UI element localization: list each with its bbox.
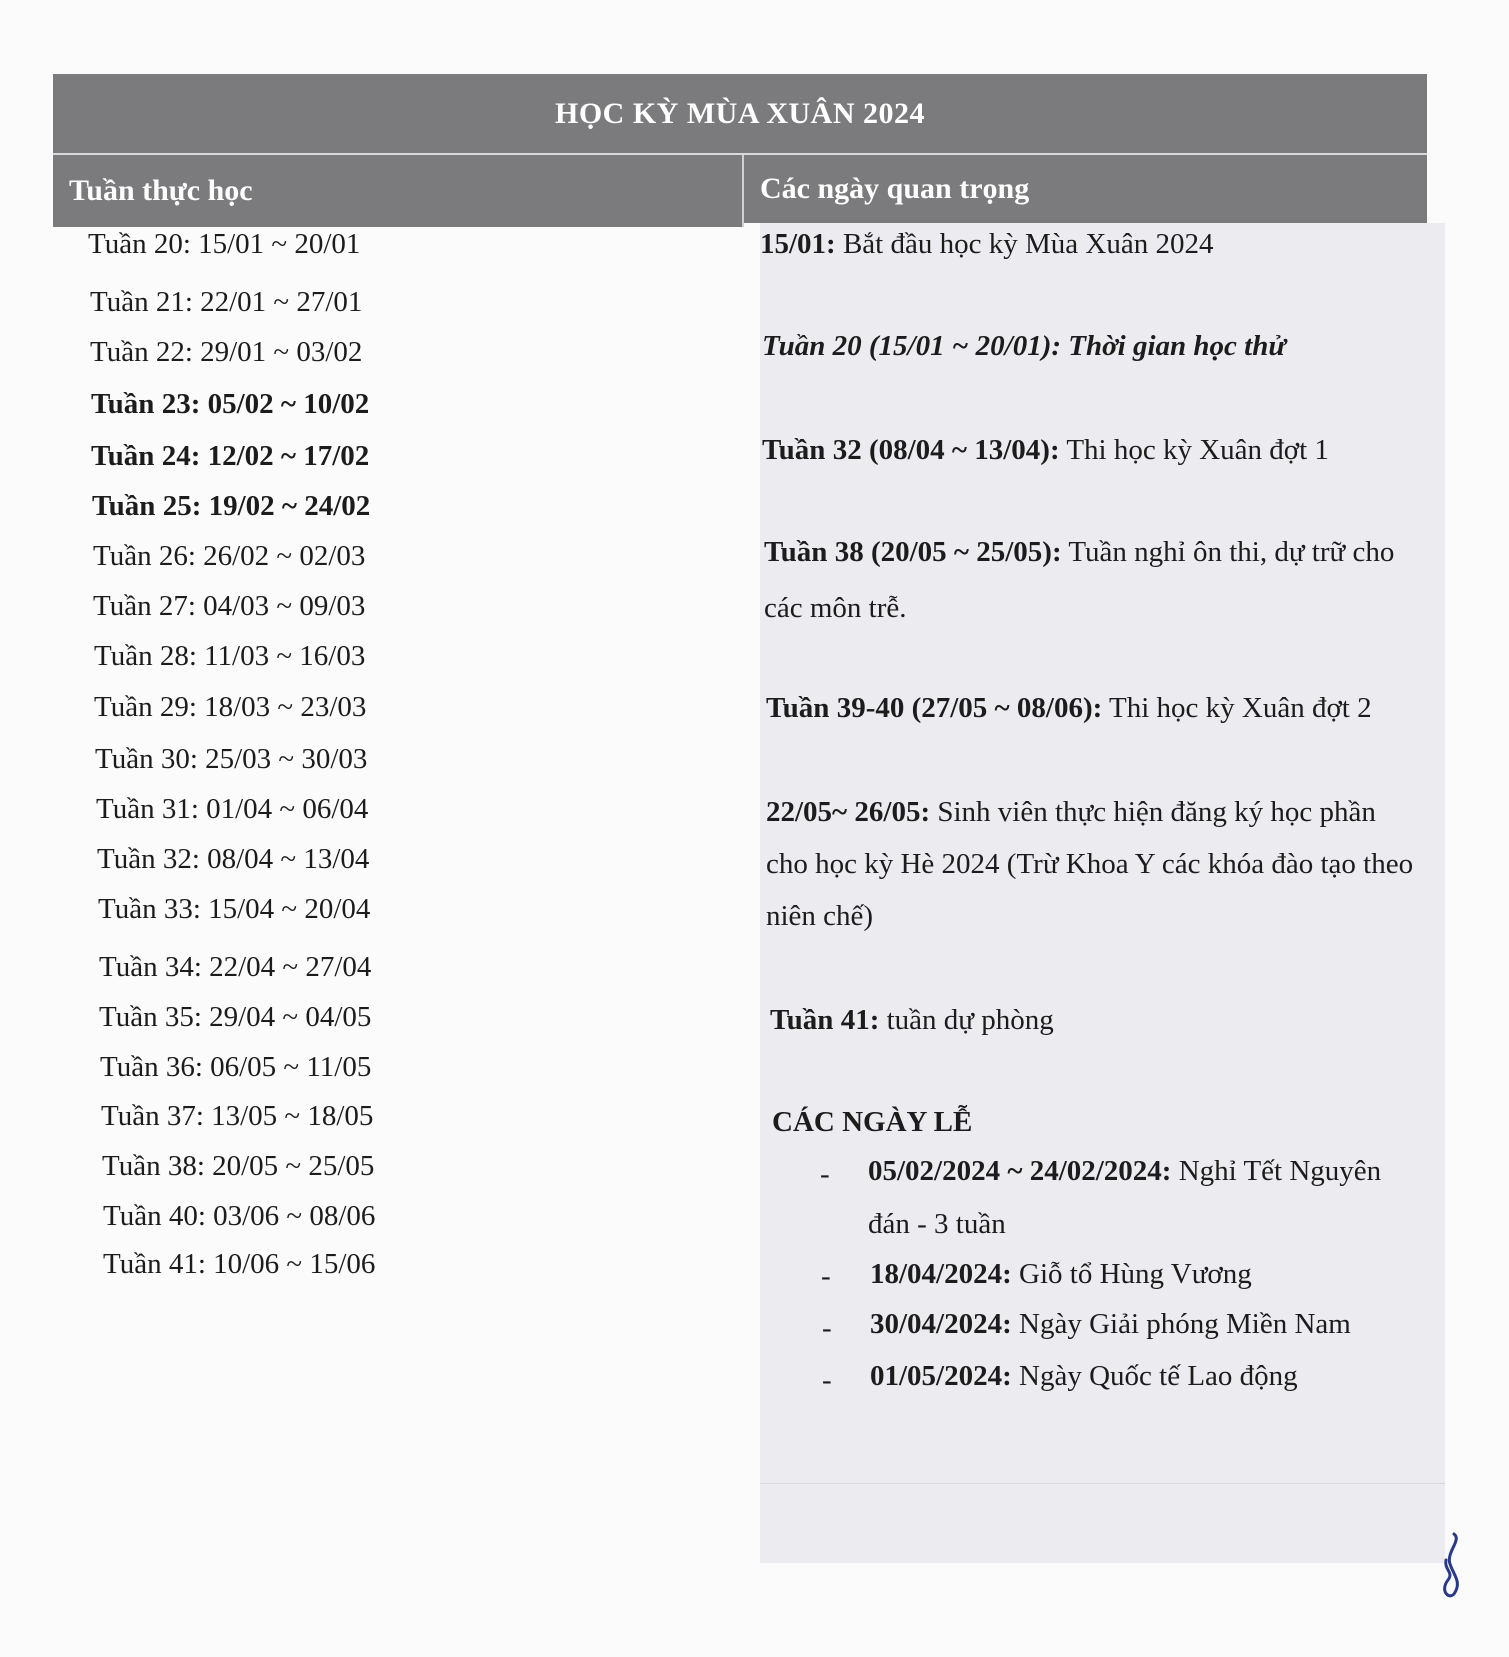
week-item: Tuần 34: 22/04 ~ 27/04 — [99, 951, 372, 983]
holiday-labor-day — [870, 1360, 1298, 1393]
week-item: Tuần 21: 22/01 ~ 27/01 — [90, 286, 363, 318]
event-date: Tuần 41: — [770, 1004, 880, 1036]
semester-title — [53, 74, 1427, 153]
event-trial-period — [762, 330, 1286, 363]
event-text: Sinh viên thực hiện đăng ký học phần — [930, 796, 1376, 828]
holiday-tet-cont: đán - 3 tuần — [868, 1208, 1006, 1240]
column-header-dates — [744, 155, 1427, 223]
event-text: Bắt đầu học kỳ Mùa Xuân 2024 — [835, 228, 1214, 260]
week-item: Tuần 41: 10/06 ~ 15/06 — [103, 1248, 376, 1280]
week-item: Tuần 25: 19/02 ~ 24/02 — [92, 490, 371, 522]
event-date: 22/05~ 26/05: — [766, 796, 931, 828]
holiday-liberation — [870, 1308, 1351, 1341]
semester-title-text: HỌC KỲ MÙA XUÂN 2024 — [555, 96, 925, 130]
holiday-date: 30/04/2024: — [870, 1308, 1012, 1340]
week-item: Tuần 32: 08/04 ~ 13/04 — [97, 843, 370, 875]
event-date: Tuần 39-40 (27/05 ~ 08/06): — [766, 692, 1103, 724]
week-item: Tuần 38: 20/05 ~ 25/05 — [102, 1150, 375, 1182]
event-reserve-week — [770, 1004, 1054, 1037]
column-header-dates-text: Các ngày quan trọng — [760, 172, 1030, 205]
column-header-weeks — [53, 155, 742, 227]
week-item: Tuần 23: 05/02 ~ 10/02 — [91, 388, 370, 420]
week-item: Tuần 40: 03/06 ~ 08/06 — [103, 1200, 376, 1232]
holiday-text: Ngày Quốc tế Lao động — [1011, 1360, 1298, 1392]
holidays-heading: CÁC NGÀY LỄ — [772, 1106, 973, 1138]
holiday-text: Nghỉ Tết Nguyên — [1171, 1155, 1382, 1187]
week-item: Tuần 22: 29/01 ~ 03/02 — [90, 336, 363, 368]
event-text: Tuần nghỉ ôn thi, dự trữ cho — [1061, 536, 1395, 568]
week-item: Tuần 26: 26/02 ~ 02/03 — [93, 540, 366, 572]
holiday-text: Ngày Giải phóng Miền Nam — [1011, 1308, 1351, 1340]
event-semester-start — [760, 228, 1213, 261]
holiday-date: 18/04/2024: — [870, 1258, 1012, 1290]
bullet-dash: - — [821, 1260, 831, 1292]
holiday-hung-vuong — [870, 1258, 1252, 1291]
event-text: tuần dự phòng — [879, 1004, 1054, 1036]
holiday-date: 01/05/2024: — [870, 1360, 1012, 1392]
event-exam-round-2 — [766, 692, 1372, 725]
week-item: Tuần 27: 04/03 ~ 09/03 — [93, 590, 366, 622]
holiday-date: 05/02/2024 ~ 24/02/2024: — [868, 1155, 1172, 1187]
week-item: Tuần 31: 01/04 ~ 06/04 — [96, 793, 369, 825]
event-registration — [766, 796, 1376, 829]
holiday-tet — [868, 1155, 1381, 1188]
event-text: Thi học kỳ Xuân đợt 1 — [1059, 434, 1329, 466]
panel-divider — [760, 1483, 1445, 1484]
column-header-weeks-text: Tuần thực học — [69, 174, 253, 207]
week-item: Tuần 24: 12/02 ~ 17/02 — [91, 440, 370, 472]
week-item: Tuần 29: 18/03 ~ 23/03 — [94, 691, 367, 723]
handwritten-initial — [1432, 1530, 1472, 1600]
event-date: 15/01: — [760, 228, 836, 260]
week-item: Tuần 20: 15/01 ~ 20/01 — [88, 228, 361, 260]
week-item: Tuần 28: 11/03 ~ 16/03 — [94, 640, 366, 672]
signature-mark-icon — [1432, 1530, 1472, 1600]
event-registration-cont: cho học kỳ Hè 2024 (Trừ Khoa Y các khóa đào tạo theo — [766, 848, 1414, 880]
week-item: Tuần 37: 13/05 ~ 18/05 — [101, 1100, 374, 1132]
event-date: Tuần 38 (20/05 ~ 25/05): — [764, 536, 1062, 568]
bullet-dash: - — [822, 1364, 832, 1396]
week-item: Tuần 33: 15/04 ~ 20/04 — [98, 893, 371, 925]
bullet-dash: - — [822, 1312, 832, 1344]
event-text: Thi học kỳ Xuân đợt 2 — [1102, 692, 1372, 724]
event-review-week — [764, 536, 1394, 569]
week-item: Tuần 35: 29/04 ~ 04/05 — [99, 1001, 372, 1033]
event-registration-cont2: niên chế) — [766, 900, 874, 932]
week-item: Tuần 30: 25/03 ~ 30/03 — [95, 743, 368, 775]
bullet-dash: - — [820, 1158, 830, 1190]
event-text: Tuần 20 (15/01 ~ 20/01): Thời gian học thử — [762, 330, 1286, 362]
week-item: Tuần 36: 06/05 ~ 11/05 — [100, 1051, 372, 1083]
holiday-text: Giỗ tổ Hùng Vương — [1011, 1258, 1252, 1290]
event-exam-round-1 — [762, 434, 1329, 467]
event-date: Tuần 32 (08/04 ~ 13/04): — [762, 434, 1060, 466]
event-review-week-cont: các môn trễ. — [764, 592, 907, 624]
